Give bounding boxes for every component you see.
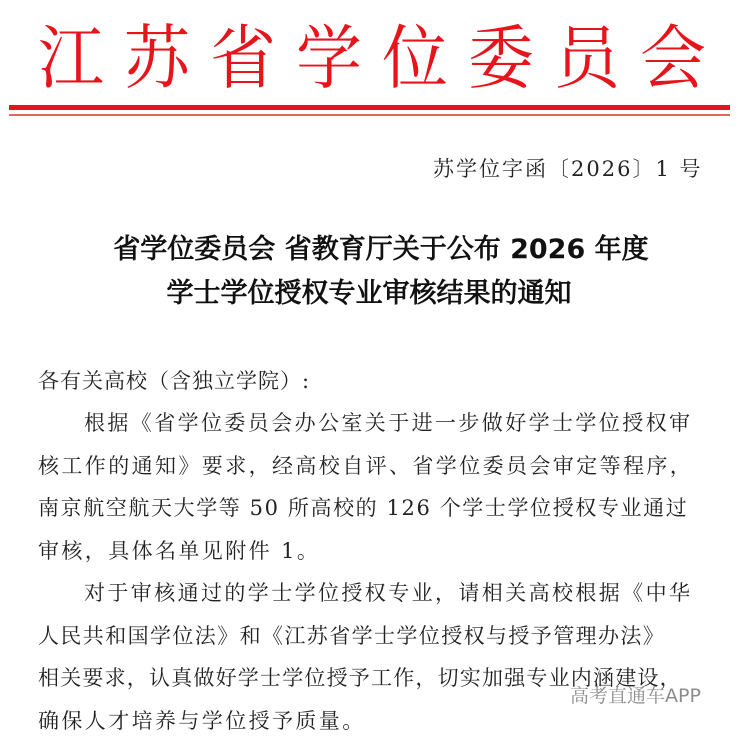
red-rule-thin [9,114,730,116]
body-line: 核工作的通知》要求，经高校自评、省学位委员会审定等程序， [38,454,694,478]
document-number: 苏学位字函〔2026〕1 号 [433,157,703,181]
watermark: 高考直通车APP [570,685,701,707]
masthead-char: 省 [210,18,276,99]
salutation: 各有关高校（含独立学院）: [38,369,311,393]
masthead-char: 员 [554,18,620,99]
body-line: 对于审核通过的学士学位授权专业，请相关高校根据《中华 [84,581,693,605]
masthead-char: 江 [38,18,104,99]
masthead-char: 位 [382,18,448,99]
body-line: 审核，具体名单见附件 1。 [38,539,321,563]
document-title-line-1: 省学位委员会 省教育厅关于公布 2026 年度 [113,234,649,265]
issuer-masthead [36,20,708,98]
body-line: 相关要求，认真做好学士学位授予工作，切实加强专业内涵建设， [38,666,682,690]
body-line: 南京航空航天大学等 50 所高校的 126 个学士学位授权专业通过 [38,496,689,520]
masthead-char: 苏 [124,18,190,99]
red-rule-thick [9,105,730,110]
masthead-char: 委 [468,18,534,99]
body-line: 根据《省学位委员会办公室关于进一步做好学士学位授权审 [84,411,693,435]
body-line: 确保人才培养与学位授予质量。 [38,709,366,733]
document-title-line-2: 学士学位授权专业审核结果的通知 [166,278,572,309]
body-line: 人民共和国学位法》和《江苏省学士学位授权与授予管理办法》 [38,624,666,648]
masthead-char: 会 [640,18,706,99]
masthead-char: 学 [296,18,362,99]
